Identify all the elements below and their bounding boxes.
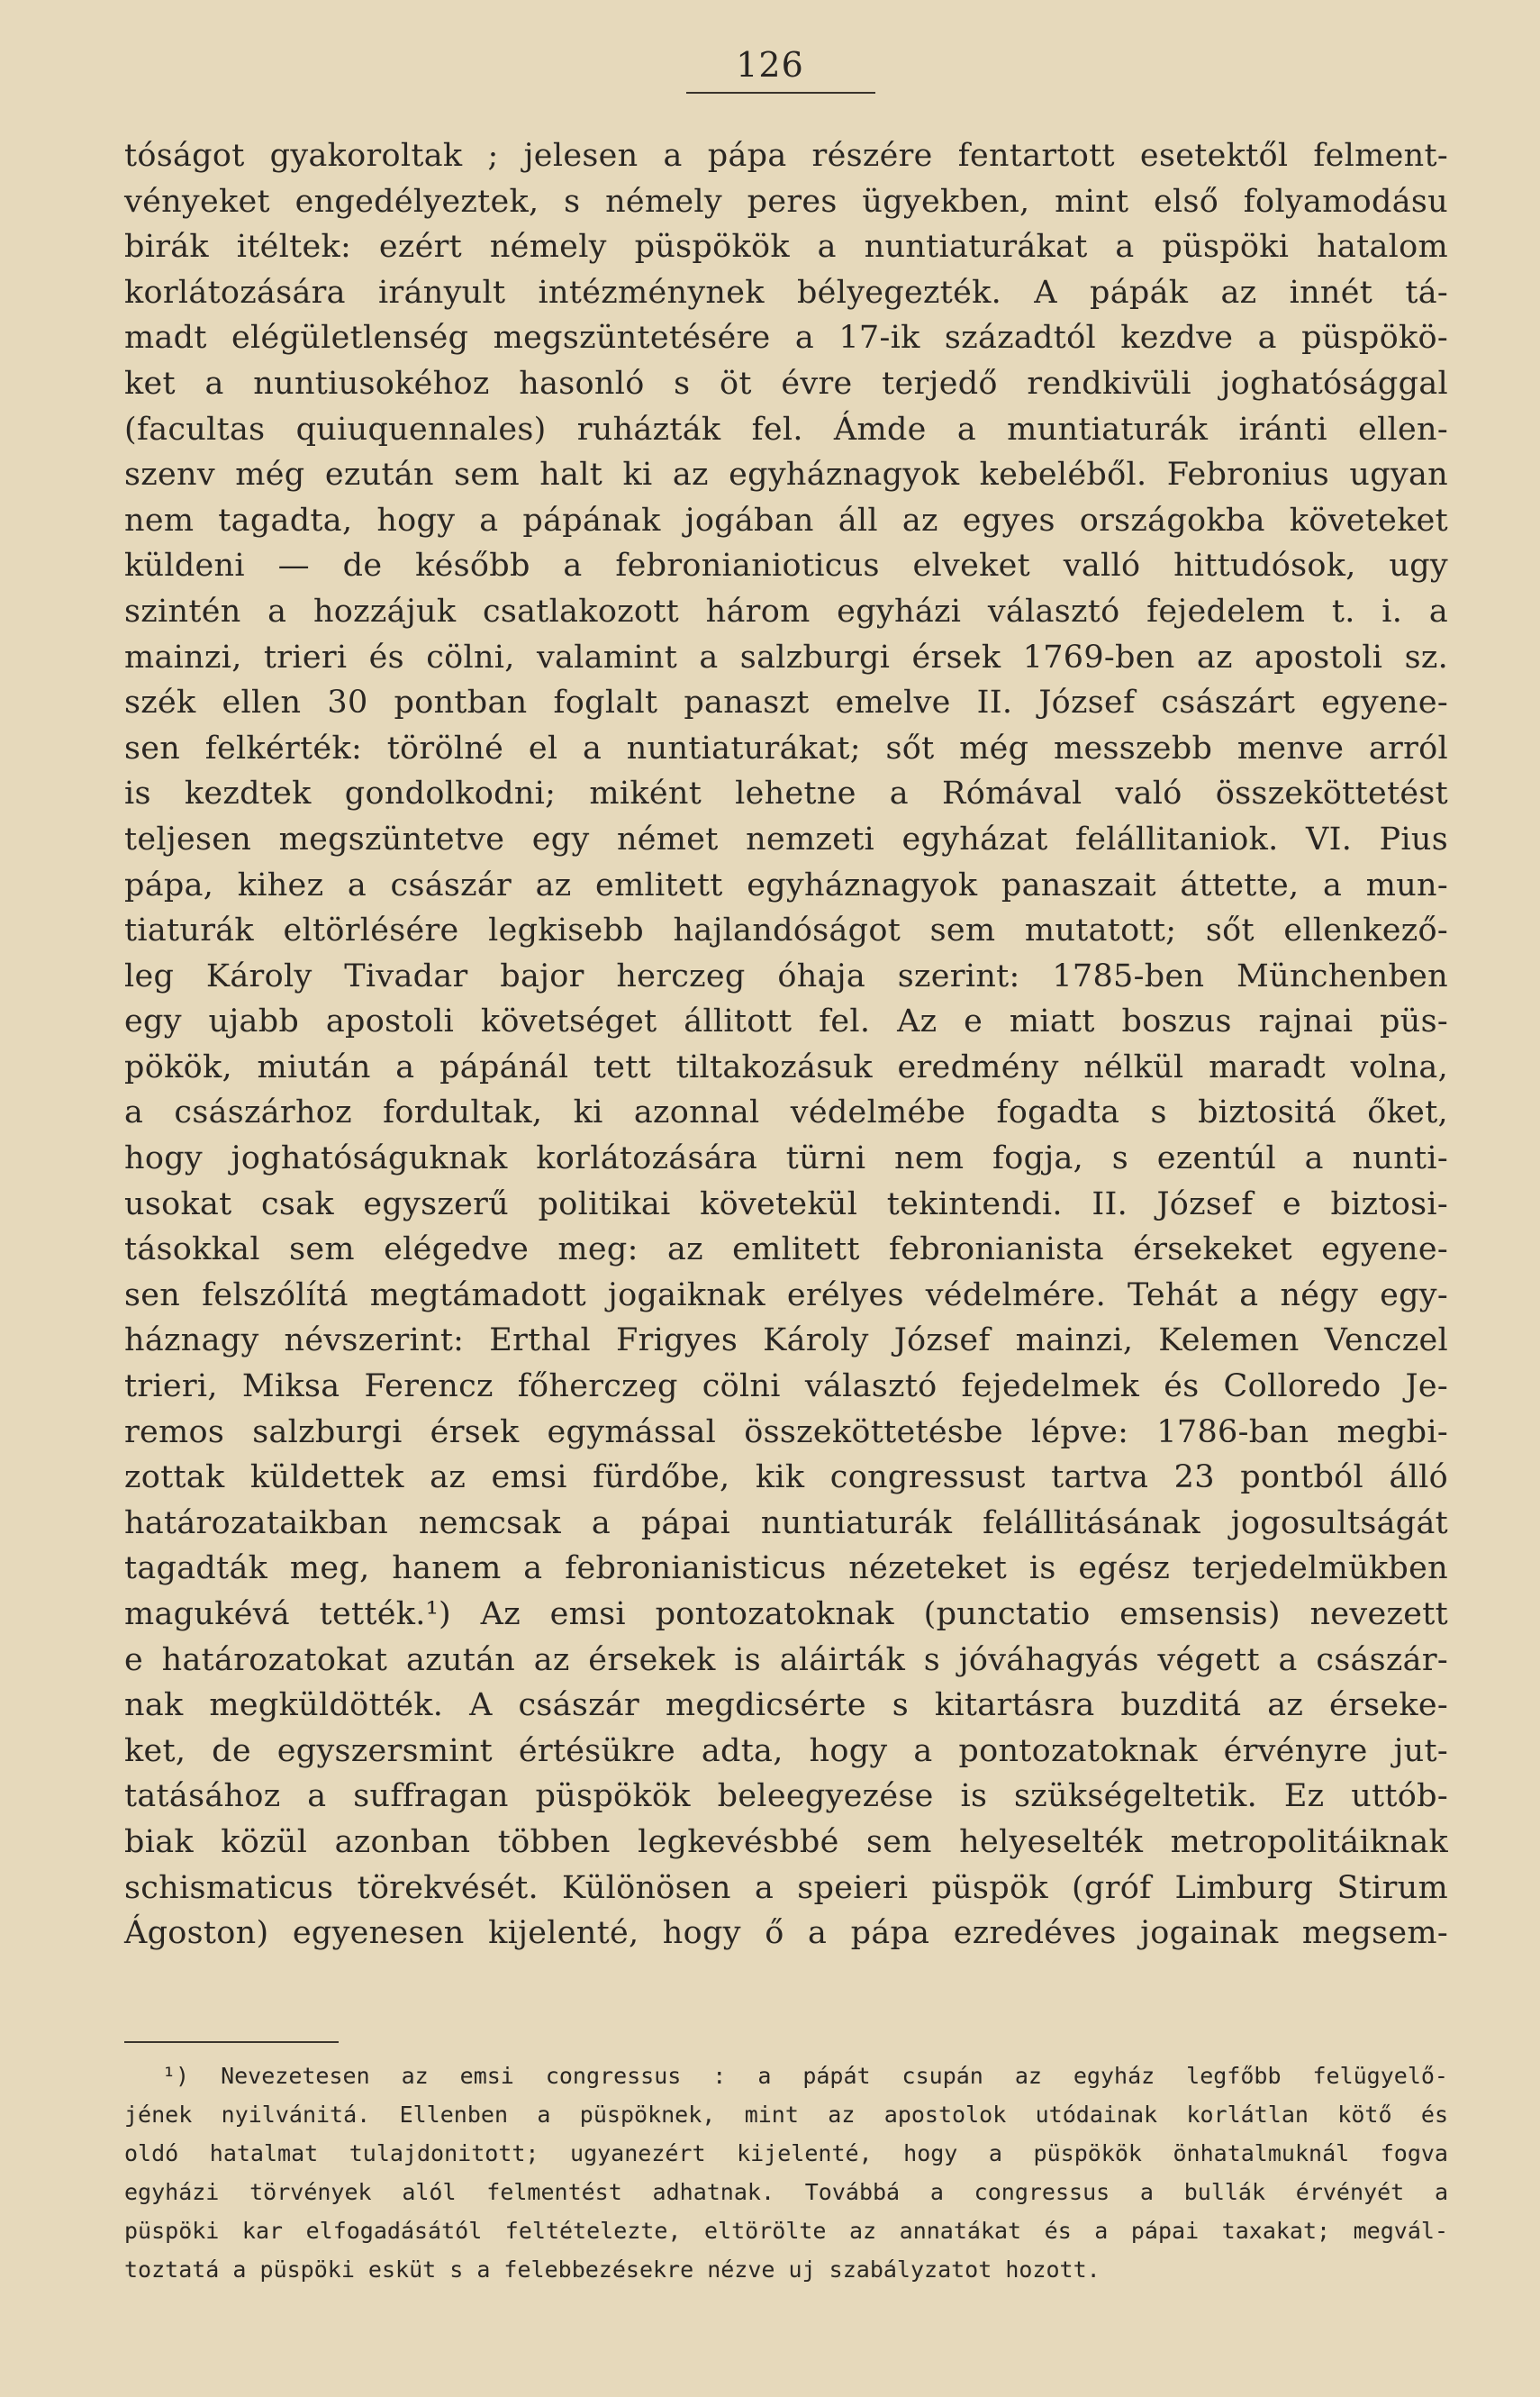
body-line: szenv még ezután sem halt ki az egyháznagyok kebeléből. Febronius ugyan (124, 457, 1448, 494)
body-line: tagadták meg, hanem a febronianisticus nézeteket is egész terjedelmükben (124, 1550, 1448, 1587)
body-line: (facultas quiuquennales) ruházták fel. Ámde a muntiaturák iránti ellen- (124, 411, 1448, 448)
body-line: nem tagadta, hogy a pápának jogában áll az egyes országokba követeket (124, 502, 1448, 539)
header-rule (686, 92, 875, 94)
body-line: Ágoston) egyenesen kijelenté, hogy ő a pápa ezredéves jogainak megsem- (124, 1915, 1448, 1952)
body-line: teljesen megszüntetve egy német nemzeti egyházat felállitaniok. VI. Pius (124, 821, 1448, 858)
footnote-line: toztatá a püspöki esküt s a felebbezésekre nézve uj szabályzatot hozott. (124, 2256, 1101, 2283)
body-line: mainzi, trieri és cölni, valamint a salzburgi érsek 1769-ben az apostoli sz. (124, 639, 1448, 676)
body-line: vényeket engedélyeztek, s némely peres ügyekben, mint első folyamodásu (124, 183, 1448, 220)
body-line: tatásához a suffragan püspökök beleegyezése is szükségeltetik. Ez uttób- (124, 1778, 1448, 1815)
body-line: e határozatokat azután az érsekek is aláirták s jóváhagyás végett a császár- (124, 1641, 1448, 1678)
footnotes (124, 2057, 1448, 2289)
body-line: madt elégületlenség megszüntetésére a 17-ik századtól kezdve a püspökö- (124, 320, 1448, 357)
body-line: korlátozására irányult intézménynek bélyegezték. A pápák az innét tá- (124, 274, 1448, 311)
body-line: trieri, Miksa Ferencz főherczeg cölni választó fejedelmek és Colloredo Je- (124, 1368, 1448, 1405)
body-line: ket a nuntiusokéhoz hasonló s öt évre terjedő rendkivüli joghatósággal (124, 365, 1448, 402)
body-line: a császárhoz fordultak, ki azonnal védelmébe fogadta s biztositá őket, (124, 1094, 1448, 1131)
body-line: pökök, miután a pápánál tett tiltakozásuk eredmény nélkül maradt volna, (124, 1049, 1448, 1085)
body-line: zottak küldettek az emsi fürdőbe, kik congressust tartva 23 pontból álló (124, 1459, 1448, 1496)
body-line: is kezdtek gondolkodni; miként lehetne a Rómával való összeköttetést (124, 776, 1448, 813)
body-line: remos salzburgi érsek egymással összeköttetésbe lépve: 1786-ban megbi- (124, 1413, 1448, 1450)
body-line: nak megküldötték. A császár megdicsérte s kitartásra buzditá az érseke- (124, 1687, 1448, 1724)
footnote-rule (124, 2041, 339, 2043)
body-line: szintén a hozzájuk csatlakozott három egyházi választó fejedelem t. i. a (124, 593, 1448, 630)
body-text (124, 133, 1448, 1957)
body-line: birák itéltek: ezért némely püspökök a nuntiaturákat a püspöki hatalom (124, 229, 1448, 266)
footnote-line: egyházi törvények alól felmentést adhatnak. Továbbá a congressus a bullák érvényét a (124, 2179, 1448, 2205)
body-line: biak közül azonban többen legkevésbbé sem helyeselték metropolitáiknak (124, 1823, 1448, 1860)
footnote-line: püspöki kar elfogadásától feltételezte, eltörölte az annatákat és a pápai taxakat; megvál- (124, 2218, 1448, 2244)
footnote-line: jének nyilvánitá. Ellenben a püspöknek, mint az apostolok utódainak korlátlan kötő és (124, 2102, 1448, 2128)
body-line: tásokkal sem elégedve meg: az emlitett febronianista érsekeket egyene- (124, 1231, 1448, 1268)
body-line: hogy joghatóságuknak korlátozására türni nem fogja, s ezentúl a nunti- (124, 1140, 1448, 1177)
body-line: tiaturák eltörlésére legkisebb hajlandóságot sem mutatott; sőt ellenkező- (124, 912, 1448, 949)
body-line: magukévá tették.¹) Az emsi pontozatoknak (punctatio emsensis) nevezett (124, 1596, 1448, 1632)
body-line: leg Károly Tivadar bajor herczeg óhaja szerint: 1785-ben Münchenben (124, 958, 1448, 994)
body-line: egy ujabb apostoli követséget állitott fel. Az e miatt boszus rajnai püs- (124, 1003, 1448, 1040)
body-line: schismaticus törekvését. Különösen a speieri püspök (gróf Limburg Stirum (124, 1869, 1448, 1906)
body-line: háznagy névszerint: Erthal Frigyes Károly József mainzi, Kelemen Venczel (124, 1322, 1448, 1359)
body-line: tóságot gyakoroltak ; jelesen a pápa részére fentartott esetektől felment- (124, 138, 1448, 174)
body-line: szék ellen 30 pontban foglalt panaszt emelve II. József császárt egyene- (124, 685, 1448, 722)
body-line: sen felkérték: törölné el a nuntiaturákat; sőt még messzebb menve arról (124, 730, 1448, 767)
body-line: pápa, kihez a császár az emlitett egyháznagyok panaszait áttette, a mun- (124, 867, 1448, 903)
body-line: küldeni — de később a febronianioticus elveket valló hittudósok, ugy (124, 548, 1448, 585)
body-line: határozataikban nemcsak a pápai nuntiaturák felállitásának jogosultságát (124, 1504, 1448, 1541)
body-line: sen felszólítá megtámadott jogaiknak erélyes védelmére. Tehát a négy egy- (124, 1276, 1448, 1313)
page-number: 126 (736, 45, 804, 85)
footnote-line: oldó hatalmat tulajdonitott; ugyanezért kijelenté, hogy a püspökök önhatalmuknál fogva (124, 2140, 1448, 2166)
body-line: usokat csak egyszerű politikai követekül tekintendi. II. József e biztosi- (124, 1185, 1448, 1222)
body-line: ket, de egyszersmint értésükre adta, hogy a pontozatoknak érvényre jut- (124, 1732, 1448, 1769)
footnote-line: ¹) Nevezetesen az emsi congressus : a pápát csupán az egyház legfőbb felügyelő- (162, 2063, 1448, 2089)
